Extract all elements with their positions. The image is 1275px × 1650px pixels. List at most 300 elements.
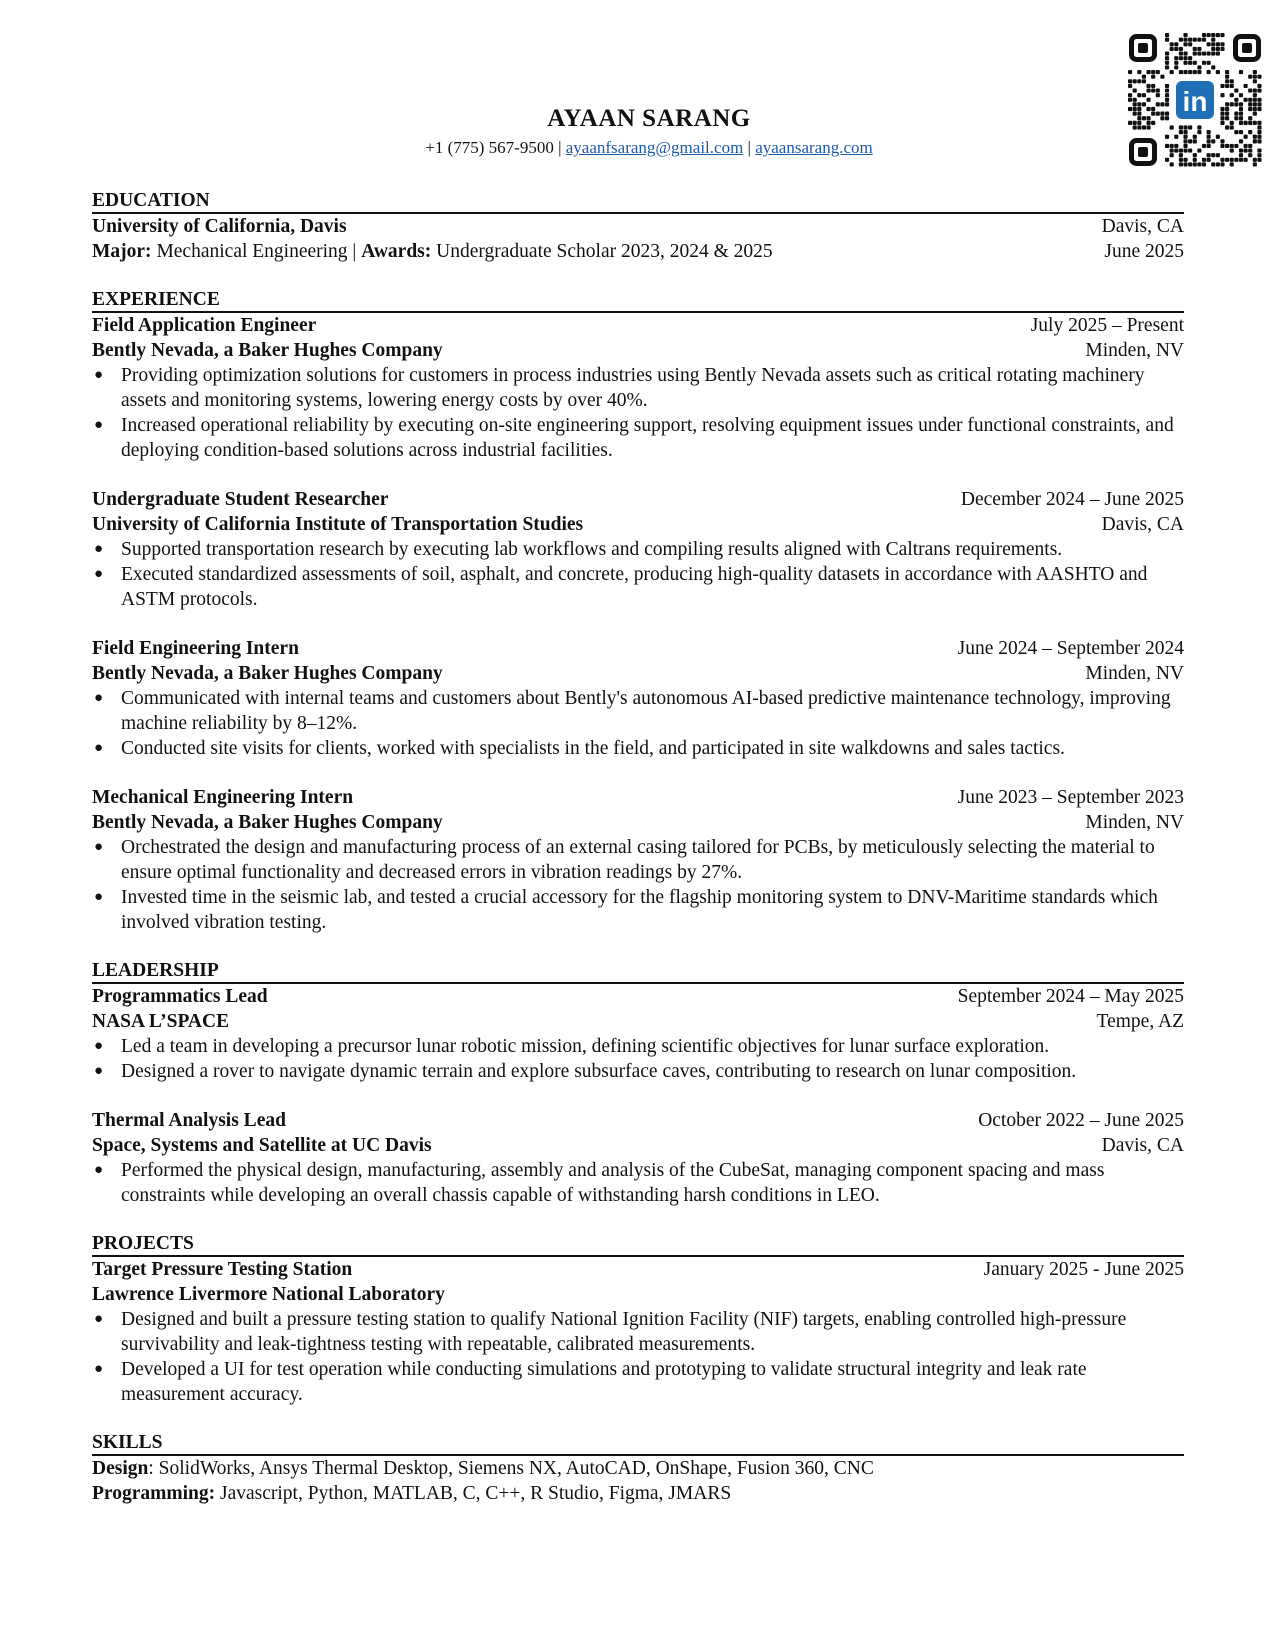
qr-module <box>1207 42 1211 46</box>
qr-module <box>1239 112 1243 116</box>
design-list: : SolidWorks, Ansys Thermal Desktop, Siemens NX, AutoCAD, OnShape, Fusion 360, CNC <box>148 1458 874 1479</box>
qr-module <box>1142 116 1146 120</box>
candidate-name: AYAAN SARANG <box>547 105 751 132</box>
qr-module <box>1207 158 1211 162</box>
qr-module <box>1165 84 1169 88</box>
entry-date: July 2025 – Present <box>1030 315 1184 336</box>
qr-module <box>1220 47 1224 51</box>
qr-module <box>1151 107 1155 111</box>
qr-module <box>1128 121 1132 125</box>
bullet-point: ● Performed the physical design, manufacturing, assembly and analysis of the CubeSat, managing component spacing and mass constraints while developing an overall chassis capable of withstanding harsh conditions in LEO. <box>92 1158 1184 1208</box>
qr-module <box>1207 61 1211 65</box>
qr-module <box>1225 125 1229 129</box>
qr-module <box>1174 61 1178 65</box>
qr-module <box>1179 38 1183 42</box>
qr-module <box>1211 65 1215 69</box>
qr-module <box>1133 88 1137 92</box>
bullet-point: ● Developed a UI for test operation while conducting simulations and prototyping to validate structural integrity and leak rate measurement accuracy. <box>92 1357 1184 1407</box>
qr-module <box>1257 125 1261 129</box>
qr-module <box>1188 42 1192 46</box>
resume-body <box>92 189 1184 1530</box>
qr-module <box>1193 135 1197 139</box>
qr-module <box>1137 79 1141 83</box>
qr-module <box>1183 56 1187 60</box>
entry-bullets <box>92 363 1184 463</box>
qr-module <box>1183 149 1187 153</box>
qr-module <box>1197 38 1201 42</box>
qr-module <box>1216 153 1220 157</box>
qr-module <box>1225 112 1229 116</box>
school-location: Davis, CA <box>1101 216 1184 237</box>
entry-role: Field Engineering Intern <box>92 638 299 659</box>
qr-module <box>1234 112 1238 116</box>
qr-module <box>1165 88 1169 92</box>
major-label: Major: <box>92 241 152 262</box>
qr-module <box>1156 112 1160 116</box>
qr-module <box>1211 33 1215 37</box>
qr-module <box>1165 116 1169 120</box>
bullet-point: ● Designed and built a pressure testing station to qualify National Ignition Facility (NIF) targets, enabling controlled high-pressure survivability and leak-tightness testing with repeatable, calibrated measurements. <box>92 1307 1184 1357</box>
qr-module <box>1239 130 1243 134</box>
awards-value: Undergraduate Scholar 2023, 2024 & 2025 <box>431 241 773 262</box>
qr-module <box>1239 153 1243 157</box>
qr-module <box>1207 70 1211 74</box>
qr-module <box>1257 158 1261 162</box>
qr-module <box>1137 112 1141 116</box>
qr-module <box>1183 125 1187 129</box>
qr-module <box>1248 102 1252 106</box>
qr-module <box>1248 153 1252 157</box>
qr-module <box>1179 125 1183 129</box>
qr-module <box>1160 112 1164 116</box>
qr-module <box>1248 149 1252 153</box>
qr-module <box>1183 162 1187 166</box>
qr-module <box>1220 139 1224 143</box>
qr-module <box>1207 33 1211 37</box>
qr-module <box>1253 121 1257 125</box>
qr-module <box>1220 33 1224 37</box>
qr-module <box>1146 107 1150 111</box>
qr-module <box>1244 135 1248 139</box>
qr-module <box>1244 84 1248 88</box>
awards-label: Awards: <box>361 241 432 262</box>
qr-module <box>1207 153 1211 157</box>
section-title: SKILLS <box>92 1431 1184 1456</box>
qr-module <box>1253 162 1257 166</box>
entry-date: June 2023 – September 2023 <box>957 787 1184 808</box>
qr-module <box>1230 102 1234 106</box>
leadership-section <box>92 959 1184 1208</box>
qr-module <box>1207 144 1211 148</box>
entry-header-row <box>92 487 1184 512</box>
qr-module <box>1156 88 1160 92</box>
qr-module <box>1183 33 1187 37</box>
entry-location: Davis, CA <box>1101 1135 1184 1156</box>
qr-module <box>1220 93 1224 97</box>
qr-module <box>1165 135 1169 139</box>
qr-module <box>1170 42 1174 46</box>
qr-module <box>1165 158 1169 162</box>
entry-location: Minden, NV <box>1085 340 1184 361</box>
qr-module <box>1165 51 1169 55</box>
qr-module <box>1165 98 1169 102</box>
qr-module <box>1211 38 1215 42</box>
qr-module <box>1151 75 1155 79</box>
qr-module <box>1165 38 1169 42</box>
entry-org-row <box>92 661 1184 686</box>
qr-module <box>1257 130 1261 134</box>
qr-module <box>1248 130 1252 134</box>
entry-org-row <box>92 338 1184 363</box>
qr-module <box>1151 88 1155 92</box>
qr-module <box>1230 144 1234 148</box>
education-details-row <box>92 239 1184 264</box>
qr-module <box>1257 84 1261 88</box>
qr-module <box>1183 38 1187 42</box>
entry-location: Tempe, AZ <box>1096 1011 1184 1032</box>
qr-module <box>1197 47 1201 51</box>
qr-module <box>1179 158 1183 162</box>
qr-module <box>1202 51 1206 55</box>
entry-organization: Lawrence Livermore National Laboratory <box>92 1284 445 1305</box>
qr-module <box>1239 70 1243 74</box>
entry <box>92 636 1184 761</box>
qr-module <box>1179 56 1183 60</box>
qr-module <box>1225 116 1229 120</box>
entry-date: October 2022 – June 2025 <box>978 1110 1184 1131</box>
qr-module <box>1160 102 1164 106</box>
qr-module <box>1183 70 1187 74</box>
qr-module <box>1179 153 1183 157</box>
entry-header-row <box>92 984 1184 1009</box>
qr-module <box>1170 149 1174 153</box>
qr-module <box>1188 139 1192 143</box>
programming-label: Programming: <box>92 1483 216 1504</box>
qr-module <box>1230 84 1234 88</box>
qr-module <box>1146 70 1150 74</box>
qr-module <box>1211 42 1215 46</box>
qr-module <box>1165 61 1169 65</box>
entry-bullets <box>92 1307 1184 1407</box>
qr-module <box>1128 84 1132 88</box>
qr-module <box>1239 102 1243 106</box>
entry-date: June 2024 – September 2024 <box>957 638 1184 659</box>
qr-module <box>1207 139 1211 143</box>
qr-module <box>1165 56 1169 60</box>
bullet-point: ● Invested time in the seismic lab, and tested a crucial accessory for the flagship monitoring system to DNV-Maritime standards which involved vibration testing. <box>92 885 1184 935</box>
project-entries <box>92 1257 1184 1407</box>
qr-module <box>1165 93 1169 97</box>
major-value: Mechanical Engineering | <box>151 241 362 262</box>
entry-org-row <box>92 512 1184 537</box>
qr-module <box>1225 84 1229 88</box>
qr-module <box>1220 84 1224 88</box>
qr-module <box>1207 135 1211 139</box>
qr-module <box>1133 112 1137 116</box>
entry-location: Minden, NV <box>1085 812 1184 833</box>
experience-section <box>92 288 1184 935</box>
qr-module <box>1133 107 1137 111</box>
qr-module <box>1244 144 1248 148</box>
qr-module <box>1188 61 1192 65</box>
qr-module <box>1220 158 1224 162</box>
qr-module <box>1234 130 1238 134</box>
entry-role: Undergraduate Student Researcher <box>92 489 389 510</box>
separator: | <box>743 138 756 157</box>
qr-module <box>1183 139 1187 143</box>
qr-module <box>1165 112 1169 116</box>
qr-module <box>1146 125 1150 129</box>
qr-module <box>1193 158 1197 162</box>
qr-module <box>1165 33 1169 37</box>
bullet-point: ● Orchestrated the design and manufacturing process of an external casing tailored for PCBs, by meticulously selecting the material to ensure optimal functionality and decreased errors in vibration readings by 27%. <box>92 835 1184 885</box>
qr-module <box>1174 65 1178 69</box>
qr-module <box>1188 162 1192 166</box>
qr-module <box>1211 47 1215 51</box>
qr-module <box>1248 88 1252 92</box>
qr-module <box>1225 79 1229 83</box>
qr-module <box>1220 121 1224 125</box>
graduation-date: June 2025 <box>1104 241 1184 262</box>
entry-org-row <box>92 1009 1184 1034</box>
bullet-point: ● Designed a rover to navigate dynamic terrain and explore subsurface caves, contributing to research on lunar composition. <box>92 1059 1184 1084</box>
bullet-point: ● Providing optimization solutions for customers in process industries using Bently Nevada assets such as critical rotating machinery assets and monitoring systems, lowering energy costs by over 40%. <box>92 363 1184 413</box>
qr-module <box>1253 139 1257 143</box>
qr-module <box>1170 70 1174 74</box>
qr-module <box>1239 158 1243 162</box>
qr-module <box>1170 162 1174 166</box>
email-link[interactable]: ayaanfsarang@gmail.com <box>565 138 744 157</box>
qr-module <box>1257 135 1261 139</box>
qr-module <box>1183 144 1187 148</box>
qr-module <box>1151 84 1155 88</box>
qr-module <box>1244 158 1248 162</box>
qr-module <box>1257 88 1261 92</box>
entry-org-row <box>92 1133 1184 1158</box>
qr-module <box>1234 144 1238 148</box>
qr-module <box>1160 116 1164 120</box>
qr-module <box>1128 70 1132 74</box>
qr-module <box>1253 112 1257 116</box>
entry-org-row <box>92 810 1184 835</box>
qr-module <box>1216 70 1220 74</box>
qr-module <box>1253 158 1257 162</box>
qr-module <box>1230 93 1234 97</box>
qr-module <box>1142 79 1146 83</box>
qr-module <box>1133 79 1137 83</box>
qr-module <box>1202 38 1206 42</box>
bullet-point: ● Conducted site visits for clients, worked with specialists in the field, and participated in site walkdowns and sales tactics. <box>92 736 1184 761</box>
entry <box>92 313 1184 463</box>
qr-module <box>1193 61 1197 65</box>
qr-module <box>1146 88 1150 92</box>
qr-module <box>1174 149 1178 153</box>
qr-module <box>1193 162 1197 166</box>
entry-organization: Bently Nevada, a Baker Hughes Company <box>92 340 443 361</box>
entry-organization: Space, Systems and Satellite at UC Davis <box>92 1135 432 1156</box>
skills-programming <box>92 1481 731 1506</box>
entry-header-row <box>92 1108 1184 1133</box>
bullet-point: ● Increased operational reliability by executing on-site engineering support, resolving equipment issues under functional constraints, and deploying condition-based solutions across industrial facilities. <box>92 413 1184 463</box>
qr-module <box>1174 56 1178 60</box>
qr-module <box>1202 144 1206 148</box>
qr-module <box>1257 102 1261 106</box>
qr-module <box>1211 139 1215 143</box>
entry-header-row <box>92 313 1184 338</box>
qr-module <box>1253 98 1257 102</box>
qr-module <box>1216 42 1220 46</box>
qr-module <box>1160 75 1164 79</box>
qr-module <box>1220 42 1224 46</box>
qr-module <box>1197 149 1201 153</box>
qr-module <box>1234 102 1238 106</box>
qr-module <box>1179 162 1183 166</box>
qr-module <box>1253 79 1257 83</box>
qr-module <box>1202 158 1206 162</box>
programming-list: Javascript, Python, MATLAB, C, C++, R Studio, Figma, JMARS <box>215 1483 732 1504</box>
skills-design <box>92 1456 874 1481</box>
qr-module <box>1230 158 1234 162</box>
entry <box>92 984 1184 1084</box>
qr-module <box>1188 125 1192 129</box>
qr-module <box>1151 112 1155 116</box>
qr-module <box>1179 149 1183 153</box>
qr-module <box>1248 121 1252 125</box>
entry-location: Minden, NV <box>1085 663 1184 684</box>
qr-module <box>1193 139 1197 143</box>
bullet-point: ● Executed standardized assessments of soil, asphalt, and concrete, producing high-quality datasets in accordance with AASHTO and ASTM protocols. <box>92 562 1184 612</box>
qr-module <box>1142 93 1146 97</box>
qr-module <box>1220 107 1224 111</box>
qr-module <box>1253 135 1257 139</box>
entry-date: December 2024 – June 2025 <box>960 489 1184 510</box>
qr-module <box>1253 102 1257 106</box>
entry-role: Thermal Analysis Lead <box>92 1110 286 1131</box>
qr-module <box>1244 98 1248 102</box>
qr-module <box>1225 102 1229 106</box>
qr-module <box>1137 102 1141 106</box>
qr-module <box>1193 70 1197 74</box>
qr-module <box>1257 121 1261 125</box>
qr-module <box>1137 116 1141 120</box>
bullet-point: ● Communicated with internal teams and customers about Bently's autonomous AI-based predictive maintenance technology, improving machine reliability by 8–12%. <box>92 686 1184 736</box>
qr-module <box>1128 98 1132 102</box>
qr-module <box>1257 149 1261 153</box>
qr-module <box>1257 107 1261 111</box>
qr-module <box>1128 93 1132 97</box>
qr-module <box>1151 70 1155 74</box>
qr-module <box>1216 51 1220 55</box>
qr-module <box>1257 139 1261 143</box>
qr-module <box>1128 79 1132 83</box>
qr-module <box>1253 93 1257 97</box>
qr-module <box>1170 153 1174 157</box>
entry-bullets <box>92 1034 1184 1084</box>
education-row <box>92 214 1184 239</box>
entry-organization: NASA L’SPACE <box>92 1011 230 1032</box>
qr-module <box>1174 42 1178 46</box>
qr-module <box>1225 144 1229 148</box>
entry-header-row <box>92 785 1184 810</box>
qr-module <box>1188 70 1192 74</box>
qr-module <box>1197 162 1201 166</box>
entry-header-row <box>92 1257 1184 1282</box>
skills-programming-row <box>92 1481 1184 1506</box>
school-name: University of California, Davis <box>92 216 347 237</box>
qr-module <box>1146 98 1150 102</box>
qr-module <box>1183 42 1187 46</box>
projects-section <box>92 1232 1184 1407</box>
qr-module <box>1211 162 1215 166</box>
qr-module <box>1216 135 1220 139</box>
qr-module <box>1220 116 1224 120</box>
qr-module <box>1253 107 1257 111</box>
qr-module <box>1239 107 1243 111</box>
skills-design-row <box>92 1456 1184 1481</box>
qr-module <box>1202 162 1206 166</box>
qr-module <box>1220 162 1224 166</box>
entry-bullets <box>92 686 1184 761</box>
entry-bullets <box>92 1158 1184 1208</box>
qr-module <box>1179 130 1183 134</box>
entry-organization: Bently Nevada, a Baker Hughes Company <box>92 812 443 833</box>
qr-module <box>1179 51 1183 55</box>
qr-module <box>1244 149 1248 153</box>
qr-module <box>1211 51 1215 55</box>
qr-module <box>1133 125 1137 129</box>
entry-location: Davis, CA <box>1101 514 1184 535</box>
qr-module <box>1220 144 1224 148</box>
qr-module <box>1225 70 1229 74</box>
entry-bullets <box>92 835 1184 935</box>
entry <box>92 487 1184 612</box>
linkedin-qr-icon[interactable] <box>1128 33 1262 167</box>
skills-section <box>92 1431 1184 1506</box>
qr-module <box>1156 102 1160 106</box>
entry-role: Mechanical Engineering Intern <box>92 787 354 808</box>
qr-module <box>1133 102 1137 106</box>
qr-module <box>1257 153 1261 157</box>
section-title: EDUCATION <box>92 189 1184 214</box>
qr-module <box>1225 158 1229 162</box>
design-label: Design <box>92 1458 149 1479</box>
qr-module <box>1239 116 1243 120</box>
qr-module <box>1239 121 1243 125</box>
qr-module <box>1244 121 1248 125</box>
qr-module <box>1174 135 1178 139</box>
qr-module <box>1197 125 1201 129</box>
qr-module <box>1230 125 1234 129</box>
education-details <box>92 239 773 264</box>
qr-module <box>1248 75 1252 79</box>
qr-module <box>1220 112 1224 116</box>
qr-module <box>1133 98 1137 102</box>
qr-module <box>1179 47 1183 51</box>
entry-organization: Bently Nevada, a Baker Hughes Company <box>92 663 443 684</box>
qr-module <box>1216 33 1220 37</box>
linkedin-logo-text: in <box>1182 86 1208 117</box>
qr-module <box>1146 84 1150 88</box>
qr-module <box>1234 116 1238 120</box>
website-link[interactable]: ayaansarang.com <box>755 138 873 157</box>
qr-module <box>1174 144 1178 148</box>
qr-module <box>1165 65 1169 69</box>
qr-module <box>1183 130 1187 134</box>
qr-module <box>1202 61 1206 65</box>
qr-module <box>1156 70 1160 74</box>
qr-module <box>1179 70 1183 74</box>
entry-bullets <box>92 537 1184 612</box>
